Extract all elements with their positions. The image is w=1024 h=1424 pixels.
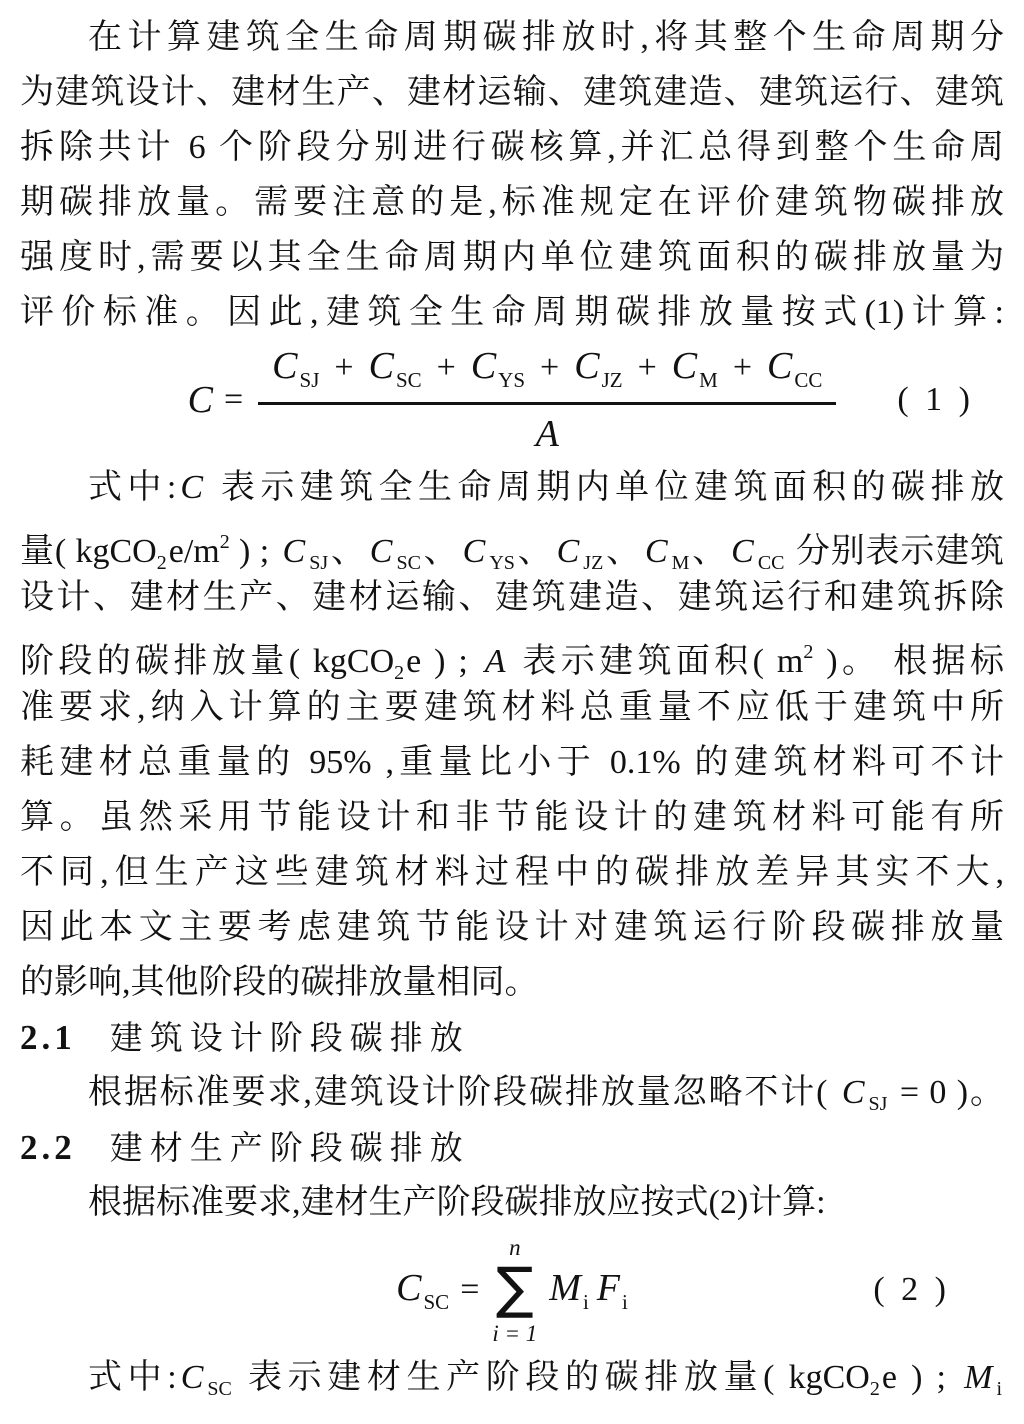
- paragraph-line: [20, 515, 1004, 570]
- superscript: 2: [219, 531, 230, 553]
- variable: C: [731, 533, 754, 570]
- variable: C: [671, 345, 698, 387]
- variable-A: A: [535, 413, 559, 455]
- paragraph-line: 强度时,需要以其全生命周期内单位建筑面积的碳排放量为: [20, 239, 1004, 276]
- math-term: [597, 1266, 628, 1315]
- section-title: 建材生产阶段碳排放: [109, 1131, 470, 1167]
- variable: C: [369, 533, 393, 570]
- section-number: 2.2: [20, 1128, 76, 1167]
- variable: C: [272, 345, 298, 387]
- text-segment: 、: [422, 533, 459, 570]
- subscript: SJ: [309, 552, 329, 570]
- text-segment: 表示建材生产阶段的碳排放量( kgCO: [233, 1359, 870, 1396]
- text-segment: e ) ;: [406, 643, 481, 680]
- section-heading-2-1: [20, 1010, 1004, 1065]
- paragraph-line: 设计、建材生产、建材运输、建筑建造、建筑运行和建筑拆除: [20, 579, 1004, 616]
- subscript: JZ: [583, 552, 604, 570]
- equals-operator: =: [460, 1271, 480, 1308]
- text-segment: 、: [605, 533, 641, 570]
- paragraph-line: [20, 460, 1004, 515]
- text-segment: ) ;: [229, 533, 279, 570]
- plus-operator: +: [540, 349, 560, 386]
- subscript: CC: [757, 552, 785, 570]
- numerator: [258, 344, 836, 405]
- paragraph-line: 准要求,纳入计算的主要建筑材料总重量不应低于建筑中所: [20, 689, 1004, 726]
- paragraph-line: 评价标准。因此,建筑全生命周期碳排放量按式(1)计算:: [20, 294, 1004, 331]
- subscript: SJ: [299, 368, 320, 392]
- math-term: [574, 345, 623, 392]
- text-segment: )。 根据标: [813, 643, 1004, 680]
- section-heading-2-2: [20, 1120, 1004, 1175]
- variable-C: C: [187, 379, 213, 421]
- subscript: YS: [498, 368, 526, 392]
- section-title: 建筑设计阶段碳排放: [109, 1021, 470, 1057]
- paragraph-line: 根据标准要求,建材生产阶段碳排放应按式(2)计算:: [88, 1184, 826, 1221]
- text-segment: = 0 )。: [889, 1074, 1004, 1111]
- plus-operator: +: [334, 349, 354, 386]
- variable: C: [470, 345, 497, 387]
- equation-1-body: [188, 344, 837, 456]
- variable: C: [644, 533, 668, 570]
- superscript: 2: [803, 641, 814, 663]
- paragraph-line: 算。虽然采用节能设计和非节能设计的建筑材料可能有所: [20, 799, 1004, 836]
- subscript: YS: [489, 552, 515, 570]
- sigma-icon: ∑: [495, 1255, 534, 1321]
- variable: C: [396, 1266, 422, 1309]
- paragraph-line: 在计算建筑全生命周期碳排放时,将其整个生命周期分: [88, 19, 1004, 56]
- variable: C: [180, 469, 203, 506]
- subscript: i: [996, 1378, 1003, 1400]
- subscript: M: [699, 368, 718, 392]
- paragraph-line: 的影响,其他阶段的碳排放量相同。: [20, 964, 539, 1001]
- subscript: SC: [395, 368, 422, 392]
- subscript: SC: [423, 1289, 450, 1314]
- text-segment: e ) ;: [881, 1359, 961, 1396]
- plus-operator: +: [436, 349, 456, 386]
- variable: C: [767, 345, 793, 387]
- equation-2: [20, 1230, 1004, 1350]
- equation-number-2: ( 2 ): [873, 1271, 950, 1308]
- paragraph-line: [20, 1350, 1004, 1405]
- subscript: CC: [794, 368, 823, 392]
- subscript: 2: [394, 662, 405, 680]
- math-term: [549, 1266, 589, 1315]
- variable: F: [596, 1266, 621, 1309]
- variable: C: [282, 533, 306, 570]
- text-segment: 阶段的碳排放量( kgCO: [20, 643, 395, 680]
- summation: [492, 1236, 537, 1345]
- equation-2-body: [396, 1236, 628, 1345]
- subscript: i: [582, 1289, 589, 1314]
- denominator: [258, 405, 836, 456]
- subscript: 2: [869, 1378, 880, 1400]
- fraction: [258, 344, 836, 456]
- variable: A: [484, 643, 506, 680]
- variable: M: [549, 1266, 581, 1309]
- text-segment: 式中:: [88, 469, 177, 506]
- text-segment: 根据标准要求,建筑设计阶段碳排放量忽略不计(: [88, 1074, 838, 1111]
- subscript: SJ: [868, 1093, 888, 1115]
- summation-lower-limit: i = 1: [492, 1320, 538, 1346]
- math-term: [272, 345, 320, 392]
- equation-number-1: ( 1 ): [897, 381, 974, 418]
- paragraph-line: 耗建材总重量的 95% ,重量比小于 0.1% 的建筑材料可不计: [20, 744, 1004, 781]
- math-term: [767, 345, 823, 392]
- equals-operator: =: [223, 381, 244, 418]
- variable: C: [368, 345, 394, 387]
- subscript: JZ: [601, 368, 623, 392]
- plus-operator: +: [637, 349, 657, 386]
- section-number: 2.1: [20, 1018, 76, 1057]
- text-segment: 、: [516, 533, 553, 570]
- variable: M: [964, 1359, 993, 1396]
- summation-upper-limit: n: [509, 1234, 521, 1260]
- math-term: [671, 345, 718, 392]
- paragraph-line: 为建筑设计、建材生产、建材运输、建筑建造、建筑运行、建筑: [20, 74, 1004, 111]
- text-segment: 、: [330, 533, 366, 570]
- text-segment: 分别表示建筑: [786, 533, 1004, 570]
- variable: C: [841, 1074, 865, 1111]
- math-term: [396, 1266, 449, 1315]
- text-segment: 、: [691, 533, 728, 570]
- subscript: M: [671, 552, 690, 570]
- variable: C: [556, 533, 580, 570]
- equation-1: [20, 340, 1004, 460]
- subscript: i: [622, 1289, 628, 1314]
- math-term: [368, 345, 422, 392]
- variable: C: [462, 533, 486, 570]
- paragraph-line: [20, 625, 1004, 680]
- paragraph-line: 因此本文主要考虑建筑节能设计对建筑运行阶段碳排放量: [20, 909, 1004, 946]
- variable: C: [180, 1359, 204, 1396]
- variable: C: [574, 345, 600, 387]
- subscript: SC: [207, 1378, 232, 1400]
- paragraph-line: [20, 1065, 1004, 1120]
- text-segment: e/m: [168, 533, 220, 570]
- paragraph-line: 期碳排放量。需要注意的是,标准规定在评价建筑物碳排放: [20, 184, 1004, 221]
- paragraph-line: 不同,但生产这些建筑材料过程中的碳排放差异其实不大,: [20, 854, 1004, 891]
- paragraph-line: 拆除共计 6 个阶段分别进行碳核算,并汇总得到整个生命周: [20, 129, 1004, 166]
- math-term: [470, 345, 526, 392]
- text-segment: 量( kgCO: [20, 533, 157, 570]
- plus-operator: +: [732, 349, 752, 386]
- text-segment: 式中:: [88, 1359, 177, 1396]
- subscript: 2: [156, 552, 167, 570]
- text-segment: 表示建筑面积( m: [509, 643, 804, 680]
- text-segment: 表示建筑全生命周期内单位建筑面积的碳排放: [207, 469, 1004, 506]
- subscript: SC: [396, 552, 421, 570]
